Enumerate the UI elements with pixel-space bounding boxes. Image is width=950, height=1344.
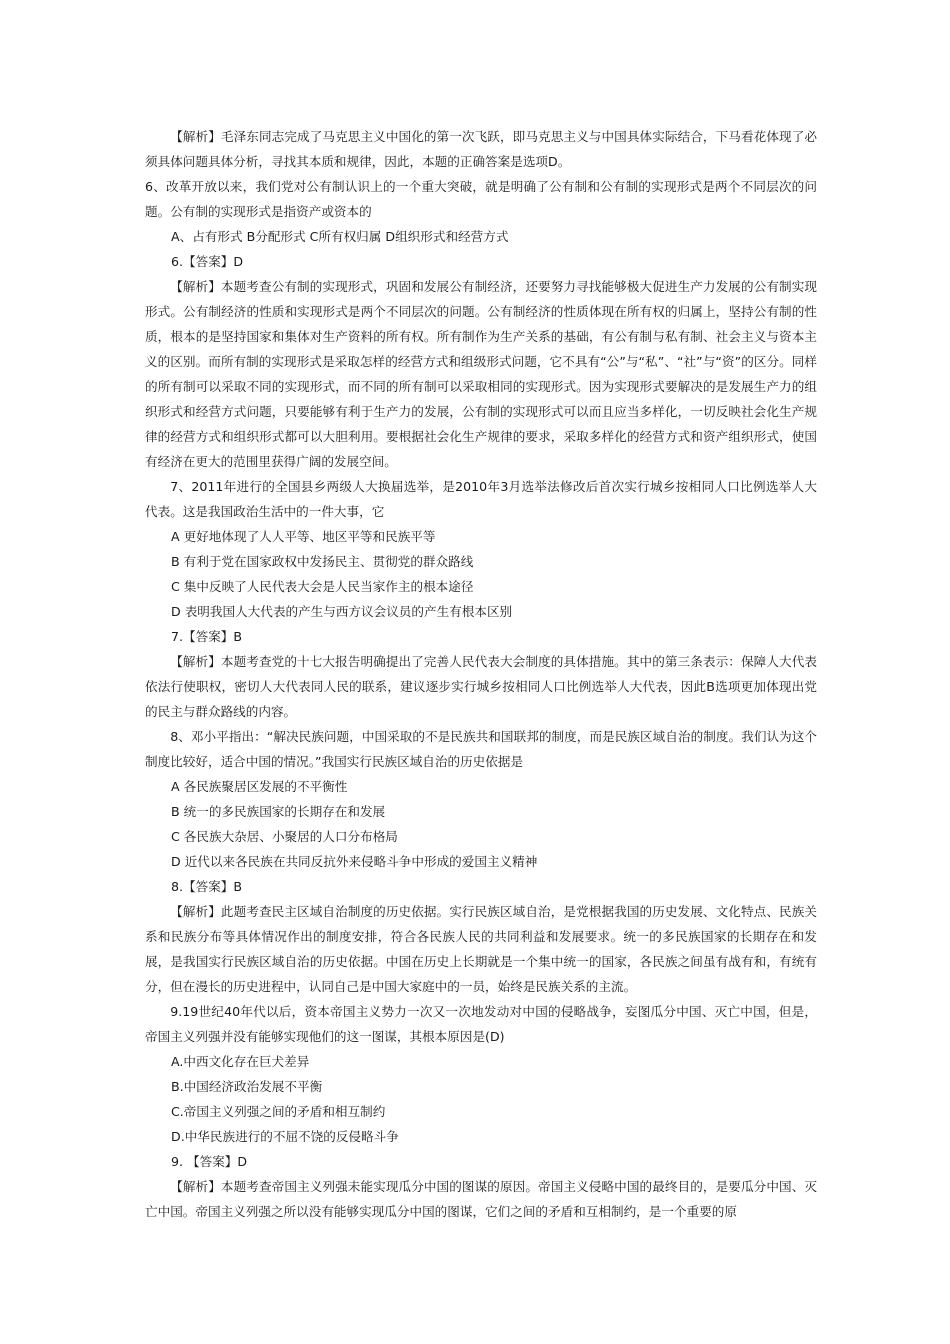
option-q9-c: C.帝国主义列强之间的矛盾和相互制约 <box>171 1104 386 1119</box>
question-9: 9.19世纪40年代以后，资本帝国主义势力一次又一次地发动对中国的侵略战争，妄图瓜分中国、灭亡中国，但是，帝国主义列强并没有能够实现他们的这一图谋，其根本原因是(D) <box>145 1004 817 1044</box>
option-q8-d: D 近代以来各民族在共同反抗外来侵略斗争中形成的爱国主义精神 <box>171 854 538 869</box>
option-q8-c: C 各民族大杂居、小聚居的人口分布格局 <box>171 829 398 844</box>
option-q7-c: C 集中反映了人民代表大会是人民当家作主的根本途径 <box>171 579 474 594</box>
option-q7-a: A 更好地体现了人人平等、地区平等和民族平等 <box>171 529 436 544</box>
options-q6: A、占有形式 B分配形式 C所有权归属 D组织形式和经营方式 <box>171 229 509 244</box>
analysis-q9: 【解析】本题考查帝国主义列强未能实现瓜分中国的图谋的原因。帝国主义侵略中国的最终目的，是要瓜分中国、灭亡中国。帝国主义列强之所以没有能够实现瓜分中国的图谋，它们之间的矛盾和互相制约，是一个重要的原 <box>145 1179 817 1219</box>
question-6: 6、改革开放以来，我们党对公有制认识上的一个重大突破，就是明确了公有制和公有制的实现形式是两个不同层次的问题。公有制的实现形式是指资产或资本的 <box>145 179 817 219</box>
option-q9-d: D.中华民族进行的不屈不饶的反侵略斗争 <box>171 1129 399 1144</box>
analysis-q5: 【解析】毛泽东同志完成了马克思主义中国化的第一次飞跃，即马克思主义与中国具体实际结合，下马看花体现了必须具体问题具体分析，寻找其本质和规律，因此，本题的正确答案是选项D。 <box>145 129 817 169</box>
document-body <box>145 124 817 1224</box>
option-q9-b: B.中国经济政治发展不平衡 <box>171 1079 323 1094</box>
question-8: 8、邓小平指出：“解决民族问题，中国采取的不是民族共和国联邦的制度，而是民族区域自治的制度。我们认为这个制度比较好，适合中国的情况。”我国实行民族区域自治的历史依据是 <box>145 729 817 769</box>
answer-q8: 8.【答案】B <box>171 879 243 894</box>
option-q7-b: B 有利于党在国家政权中发扬民主、贯彻党的群众路线 <box>171 554 474 569</box>
analysis-q8: 【解析】此题考查民主区域自治制度的历史依据。实行民族区域自治，是党根据我国的历史发展、文化特点、民族关系和民族分布等具体情况作出的制度安排，符合各民族人民的共同利益和发展要求。统一的多民族国家的长期存在和发展，是我国实行民族区域自治的历史依据。中国在历史上长期就是一个集中统一的国家，各民族之间虽有战有和，有统有分，但在漫长的历史进程中，认同自己是中国大家庭中的一员，始终是民族关系的主流。 <box>145 904 817 994</box>
option-q8-a: A 各民族聚居区发展的不平衡性 <box>171 779 348 794</box>
option-q9-a: A.中西文化存在巨犬差异 <box>171 1054 310 1069</box>
analysis-q6: 【解析】本题考查公有制的实现形式，巩固和发展公有制经济，还要努力寻找能够极大促进生产力发展的公有制实现形式。公有制经济的性质和实现形式是两个不同层次的问题。公有制经济的性质体现在所有权的归属上，坚持公有制的性质，根本的是坚持国家和集体对生产资料的所有权。所有制作为生产关系的基础，有公有制与私有制、社会主义与资本主义的区别。而所有制的实现形式是采取怎样的经营方式和组级形式问题，它不具有“公”与“私”、“社”与“资”的区分。同样的所有制可以采取不同的实现形式，而不同的所有制可以采取相同的实现形式。因为实现形式要解决的是发展生产力的组织形式和经营方式问题，只要能够有利于生产力的发展，公有制的实现形式可以而且应当多样化，一切反映社会化生产规律的经营方式和组织形式都可以大胆利用。要根据社会化生产规律的要求，采取多样化的经营方式和资产组织形式，使国有经济在更大的范围里获得广阔的发展空间。 <box>145 279 817 469</box>
answer-q6: 6.【答案】D <box>171 254 244 269</box>
answer-q7: 7.【答案】B <box>171 629 243 644</box>
answer-q9: 9. 【答案】D <box>171 1154 248 1169</box>
analysis-q7: 【解析】本题考查党的十七大报告明确提出了完善人民代表大会制度的具体措施。其中的第三条表示：保障人大代表依法行使职权，密切人大代表同人民的联系，建议逐步实行城乡按相同人口比例选举人大代表，因此B选项更加体现出党的民主与群众路线的内容。 <box>145 654 817 719</box>
option-q7-d: D 表明我国人大代表的产生与西方议会议员的产生有根本区别 <box>171 604 513 619</box>
option-q8-b: B 统一的多民族国家的长期存在和发展 <box>171 804 386 819</box>
question-7: 7、2011年进行的全国县乡两级人大换届选举，是2010年3月选举法修改后首次实行城乡按相同人口比例选举人大代表。这是我国政治生活中的一件大事，它 <box>145 479 817 519</box>
